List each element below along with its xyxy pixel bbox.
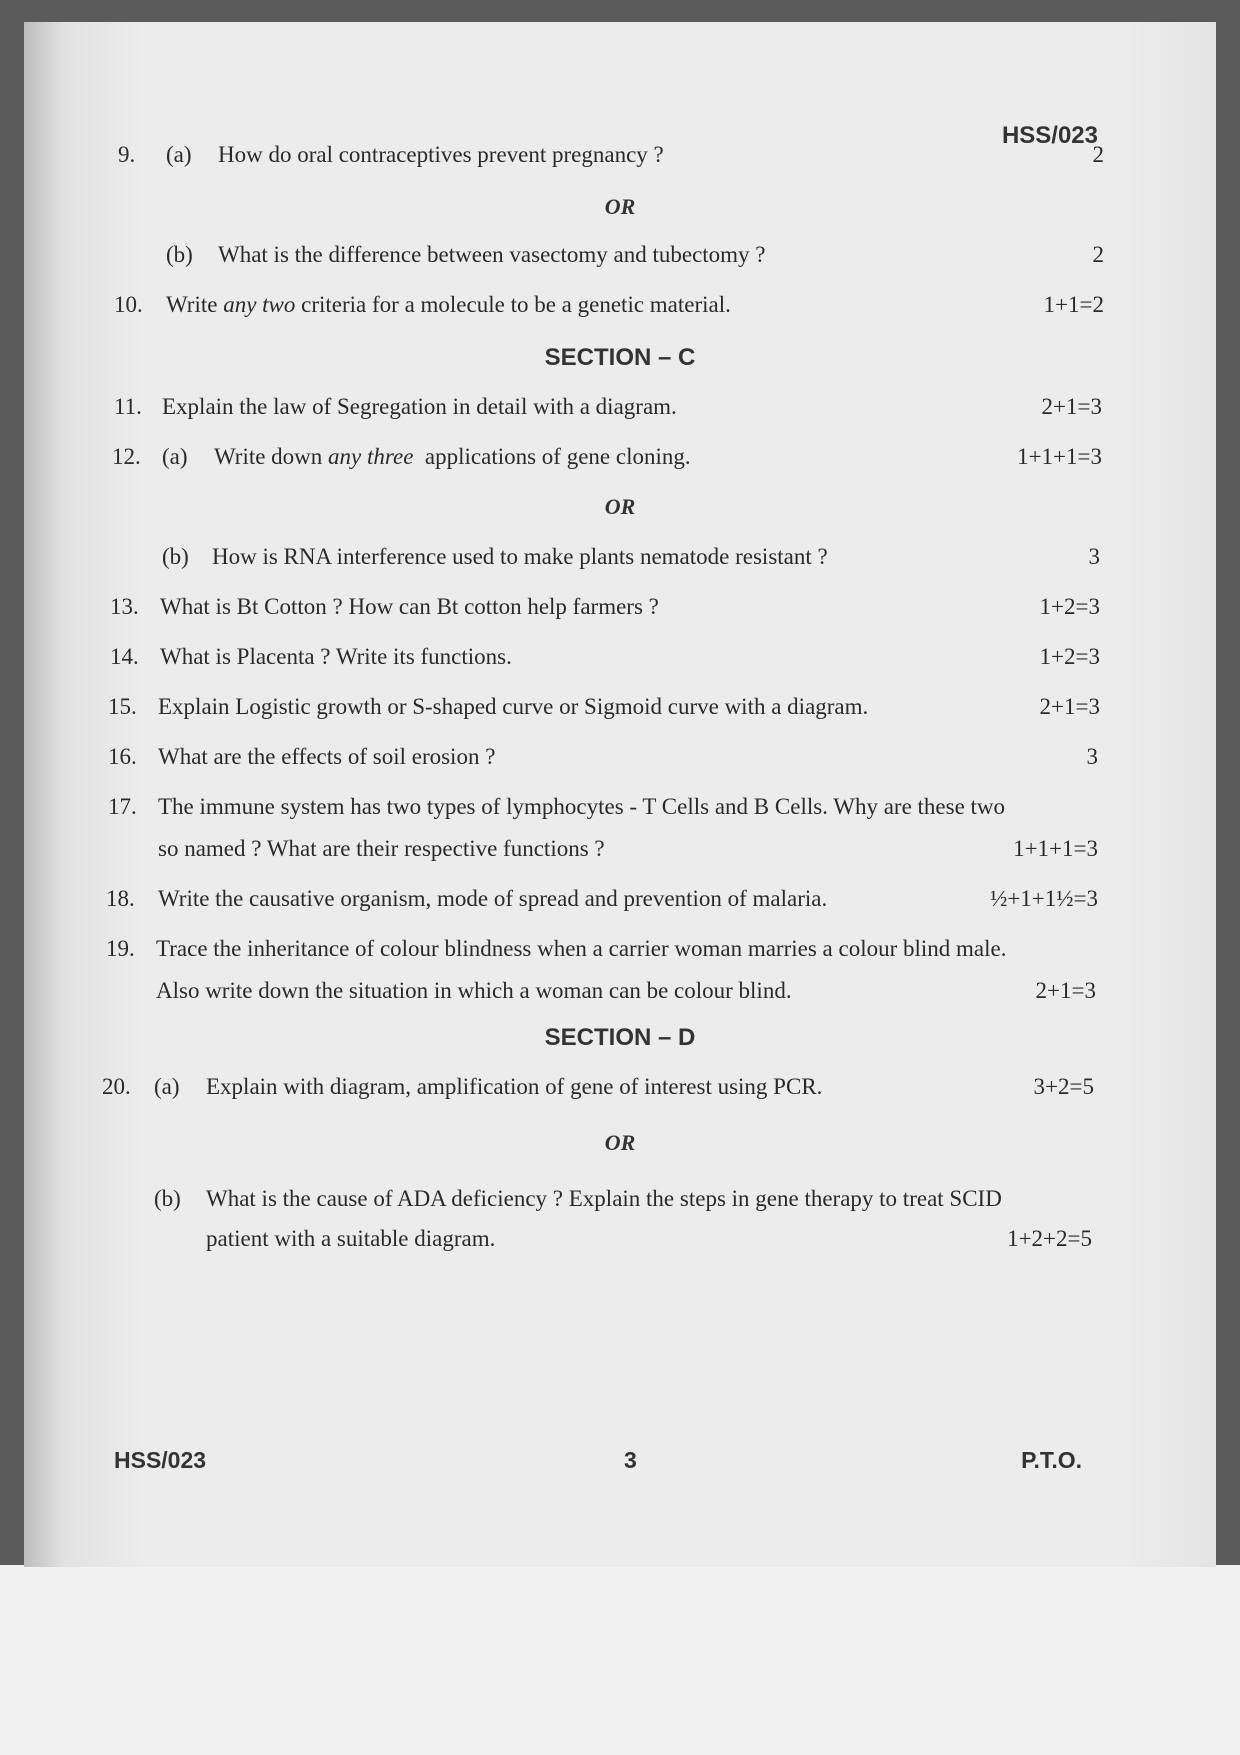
question-text: Also write down the situation in which a woman can be colour blind.	[156, 978, 792, 1003]
marks: 1+1+1=3	[1013, 836, 1098, 861]
pto-label: P.T.O.	[1021, 1447, 1082, 1473]
question-9a	[24, 142, 1216, 186]
question-12a	[24, 444, 1216, 488]
question-13	[24, 594, 1216, 638]
question-14	[24, 644, 1216, 688]
question-text: The immune system has two types of lymphocytes - T Cells and B Cells. Why are these two	[158, 794, 1006, 819]
question-text: patient with a suitable diagram.	[206, 1226, 496, 1251]
question-20b-line1	[24, 1186, 1216, 1230]
question-text: Trace the inheritance of colour blindness when a carrier woman marries a colour blind male.	[156, 936, 1007, 961]
question-9b	[24, 242, 1216, 286]
question-number: 15.	[108, 694, 137, 719]
question-number: 10.	[114, 292, 143, 317]
question-number: 14.	[110, 644, 139, 669]
text-part: criteria for a molecule to be a genetic material.	[295, 292, 731, 317]
question-18	[24, 886, 1216, 930]
marks: 2+1=3	[1039, 694, 1100, 719]
text-part: applications of gene cloning.	[413, 444, 691, 469]
question-text: What are the effects of soil erosion ?	[158, 744, 496, 769]
part-label: (a)	[162, 444, 188, 469]
marks: 3+2=5	[1033, 1074, 1094, 1099]
emphasis: any three	[328, 444, 414, 469]
scan-background	[0, 1565, 1240, 1755]
question-text: so named ? What are their respective functions ?	[158, 836, 605, 861]
question-number: 12.	[112, 444, 141, 469]
question-19-line2	[24, 978, 1216, 1022]
question-text: What is Placenta ? Write its functions.	[160, 644, 512, 669]
marks: 1+1+1=3	[1017, 444, 1102, 469]
marks: 2	[1092, 242, 1104, 267]
question-text: How is RNA interference used to make plants nematode resistant ?	[212, 544, 828, 569]
question-text: Write the causative organism, mode of spread and prevention of malaria.	[158, 886, 828, 911]
or-divider: OR	[604, 494, 636, 519]
part-label: (a)	[154, 1074, 180, 1099]
marks: 1+1=2	[1043, 292, 1104, 317]
question-text: Explain the law of Segregation in detail with a diagram.	[162, 394, 677, 419]
question-20a	[24, 1074, 1216, 1118]
question-text	[214, 444, 691, 470]
question-text: What is the difference between vasectomy and tubectomy ?	[218, 242, 766, 267]
marks: 1+2=3	[1039, 644, 1100, 669]
or-divider: OR	[604, 194, 636, 219]
exam-page	[24, 22, 1216, 1567]
emphasis: any two	[223, 292, 296, 317]
question-text: Explain Logistic growth or S-shaped curve or Sigmoid curve with a diagram.	[158, 694, 869, 719]
part-label: (a)	[166, 142, 192, 167]
question-10	[24, 292, 1216, 336]
question-text	[166, 292, 731, 318]
question-number: 18.	[106, 886, 135, 911]
part-label: (b)	[166, 242, 193, 267]
marks: 2	[1092, 142, 1104, 167]
header-paper-code: HSS/023	[1001, 122, 1098, 149]
question-number: 16.	[108, 744, 137, 769]
part-label: (b)	[162, 544, 189, 569]
question-11	[24, 394, 1216, 438]
question-number: 19.	[106, 936, 135, 961]
page-number: 3	[624, 1447, 637, 1473]
question-number: 13.	[110, 594, 139, 619]
question-17-line1	[24, 794, 1216, 838]
text-part: Write	[166, 292, 224, 317]
question-text: How do oral contraceptives prevent pregnancy ?	[218, 142, 664, 167]
marks: 2+1=3	[1041, 394, 1102, 419]
marks: 3	[1088, 544, 1100, 569]
footer-paper-code: HSS/023	[114, 1447, 207, 1473]
marks: 2+1=3	[1035, 978, 1096, 1003]
or-divider: OR	[604, 1130, 636, 1155]
question-number: 11.	[114, 394, 142, 419]
section-c-heading: SECTION – C	[544, 344, 696, 371]
part-label: (b)	[154, 1186, 181, 1211]
question-text: What is Bt Cotton ? How can Bt cotton help farmers ?	[160, 594, 659, 619]
marks: 1+2=3	[1039, 594, 1100, 619]
question-19-line1	[24, 936, 1216, 980]
question-number: 17.	[108, 794, 137, 819]
section-d-heading: SECTION – D	[544, 1024, 696, 1051]
question-text: Explain with diagram, amplification of gene of interest using PCR.	[206, 1074, 823, 1099]
question-number: 20.	[102, 1074, 131, 1099]
question-20b-line2	[24, 1226, 1216, 1270]
question-number: 9.	[118, 142, 136, 167]
question-17-line2	[24, 836, 1216, 880]
question-text: What is the cause of ADA deficiency ? Explain the steps in gene therapy to treat SCID	[206, 1186, 1002, 1211]
question-12b	[24, 544, 1216, 588]
marks: 3	[1086, 744, 1098, 769]
question-16	[24, 744, 1216, 788]
marks: 1+2+2=5	[1007, 1226, 1092, 1251]
marks: ½+1+1½=3	[990, 886, 1098, 911]
text-part: Write down	[214, 444, 329, 469]
question-15	[24, 694, 1216, 738]
